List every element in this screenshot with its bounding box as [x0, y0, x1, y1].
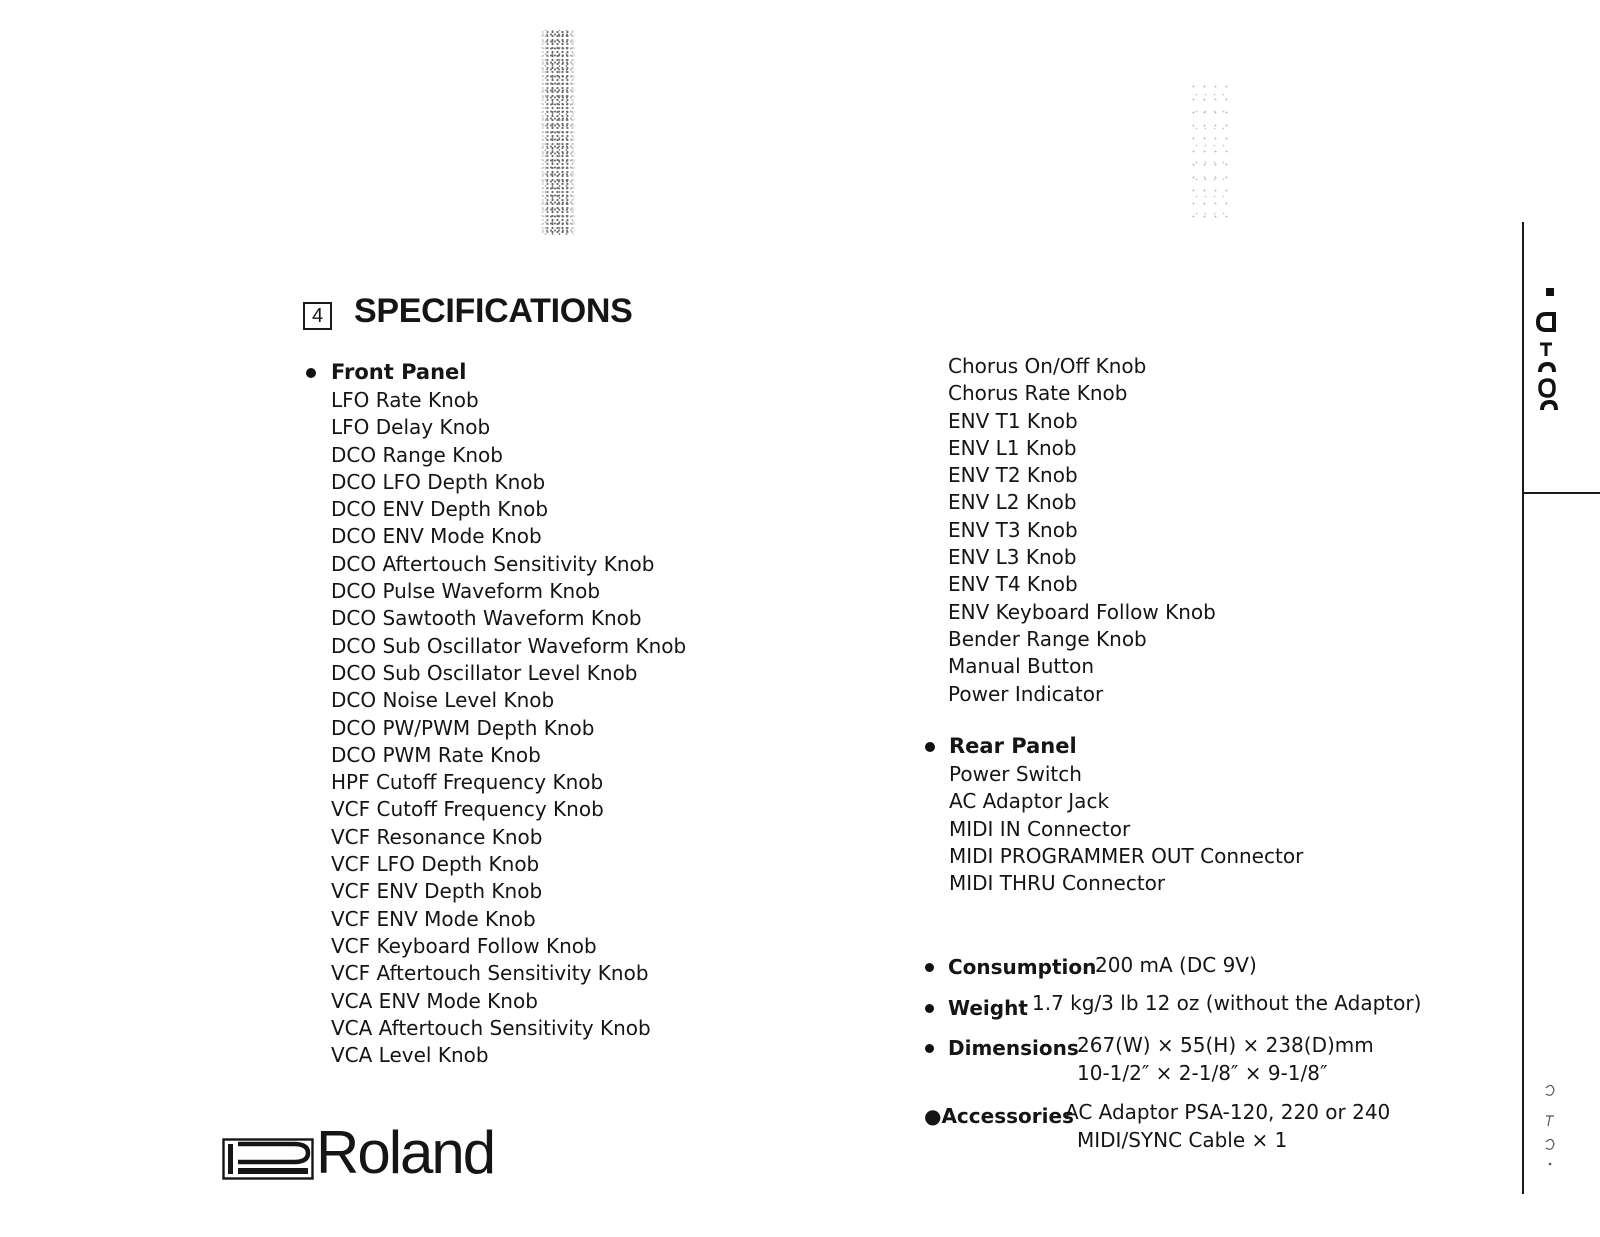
dimensions-label: Dimensions	[948, 1036, 1079, 1060]
rear-panel-list	[949, 761, 1303, 897]
edge-cropped-glyphs	[1530, 282, 1570, 432]
consumption-bullet	[925, 963, 934, 972]
list-item: DCO ENV Mode Knob	[331, 524, 542, 549]
list-item: DCO Sawtooth Waveform Knob	[331, 606, 642, 631]
list-item: DCO ENV Depth Knob	[331, 497, 549, 522]
list-item: DCO Aftertouch Sensitivity Knob	[331, 551, 655, 576]
list-item: ENV Keyboard Follow Knob	[948, 599, 1216, 624]
list-item: ENV T4 Knob	[948, 572, 1078, 597]
roland-logo-mark	[222, 1138, 314, 1180]
list-item: MIDI THRU Connector	[949, 871, 1166, 896]
accessories-label: ●Accessories	[924, 1104, 1074, 1128]
list-item: Bender Range Knob	[948, 626, 1147, 651]
list-item: ENV L3 Knob	[948, 545, 1077, 570]
section-number-box	[303, 302, 332, 330]
list-item: ENV L1 Knob	[948, 435, 1077, 460]
front-panel-list-col2	[948, 353, 1216, 708]
list-item: DCO PW/PWM Depth Knob	[331, 715, 595, 740]
list-item: VCF LFO Depth Knob	[331, 852, 540, 877]
list-item: DCO Sub Oscillator Waveform Knob	[331, 633, 687, 658]
edge-rule-vertical	[1522, 222, 1524, 1194]
list-item: MIDI IN Connector	[949, 816, 1131, 841]
list-item: VCF Cutoff Frequency Knob	[331, 797, 604, 822]
list-item: VCA Level Knob	[331, 1043, 489, 1068]
list-item: LFO Rate Knob	[331, 388, 479, 412]
edge-cropped-glyphs-low	[1540, 1080, 1560, 1170]
front-panel-bullet	[306, 368, 316, 378]
weight-value: 1.7 kg/3 lb 12 oz (without the Adaptor)	[1032, 991, 1422, 1015]
consumption-value: 200 mA (DC 9V)	[1095, 953, 1257, 977]
weight-label: Weight	[948, 996, 1028, 1020]
dimensions-imperial: 10-1/2″ × 2-1/8″ × 9-1/8″	[1077, 1061, 1328, 1085]
list-item: VCF ENV Mode Knob	[331, 906, 536, 931]
list-item: Power Indicator	[948, 681, 1104, 706]
list-item: HPF Cutoff Frequency Knob	[331, 770, 604, 795]
list-item: DCO Pulse Waveform Knob	[331, 579, 601, 604]
list-item: Chorus Rate Knob	[948, 381, 1128, 406]
list-item: LFO Delay Knob	[331, 415, 491, 440]
front-panel-list-col1	[331, 387, 686, 1069]
list-item: ENV T1 Knob	[948, 408, 1078, 433]
list-item: ENV T2 Knob	[948, 463, 1078, 488]
list-item: MIDI PROGRAMMER OUT Connector	[949, 843, 1304, 868]
list-item: Chorus On/Off Knob	[948, 354, 1147, 378]
list-item: ENV L2 Knob	[948, 490, 1077, 515]
weight-bullet	[925, 1004, 934, 1013]
rear-panel-bullet	[925, 742, 935, 752]
scan-speckle-strip	[540, 30, 576, 235]
list-item: VCF ENV Depth Knob	[331, 879, 543, 904]
dimensions-bullet	[925, 1044, 934, 1053]
roland-logo-text: Roland	[316, 1119, 495, 1186]
list-item: Power Switch	[949, 762, 1082, 786]
front-panel-heading: Front Panel	[331, 360, 467, 384]
consumption-label: Consumption	[948, 955, 1097, 979]
list-item: DCO Sub Oscillator Level Knob	[331, 660, 638, 685]
list-item: DCO Range Knob	[331, 442, 503, 467]
list-item: DCO LFO Depth Knob	[331, 469, 546, 494]
section-number: 4	[311, 305, 324, 327]
dimensions-metric: 267(W) × 55(H) × 238(D)mm	[1077, 1033, 1374, 1057]
list-item: VCA Aftertouch Sensitivity Knob	[331, 1015, 651, 1040]
accessories-line2: MIDI/SYNC Cable × 1	[1077, 1128, 1288, 1152]
list-item: VCF Keyboard Follow Knob	[331, 933, 597, 958]
rear-panel-heading: Rear Panel	[949, 734, 1077, 758]
list-item: ENV T3 Knob	[948, 517, 1078, 542]
list-item: VCF Resonance Knob	[331, 824, 543, 849]
accessories-line1: AC Adaptor PSA-120, 220 or 240	[1065, 1100, 1391, 1124]
list-item: DCO Noise Level Knob	[331, 688, 555, 713]
page-title: SPECIFICATIONS	[354, 292, 633, 330]
list-item: Manual Button	[948, 654, 1095, 679]
list-item: AC Adaptor Jack	[949, 789, 1110, 814]
list-item: VCF Aftertouch Sensitivity Knob	[331, 961, 649, 986]
list-item: DCO PWM Rate Knob	[331, 742, 541, 767]
list-item: VCA ENV Mode Knob	[331, 988, 538, 1013]
scan-speckle-faint	[1188, 80, 1228, 225]
edge-rule-horizontal	[1524, 492, 1600, 494]
